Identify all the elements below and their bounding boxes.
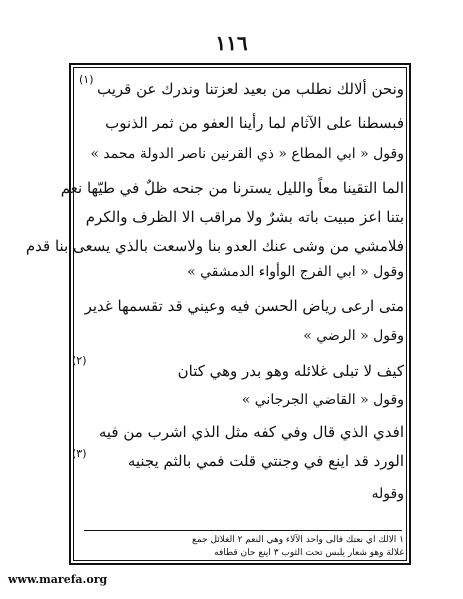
verse-line-2: فبسطنا على الآثام لما رأينا العفو من ثمر الذنوب — [105, 114, 404, 132]
verse-line-6: متى ارعى رياض الحسن فيه وعيني قد تقسمها غدير — [84, 297, 404, 315]
website-url[interactable]: www.marefa.org — [8, 573, 108, 586]
attribution-line-4: وقول « القاضي الجرجاني » — [241, 392, 404, 408]
footnote-marker-2: (٢) — [72, 354, 87, 367]
page-number: ١١٦ — [215, 31, 248, 55]
attribution-line-5: وقوله — [371, 486, 404, 502]
footnote-separator — [84, 530, 402, 531]
verse-line-7: كيف لا تبلى غلائله وهو بدر وهي كتان — [177, 362, 404, 380]
verse-line-5: فلامشي من وشى عنك العدو بنا ولاسعت بالذي يسعى بنا قدم — [25, 237, 404, 255]
attribution-line-1: وقول « ابي المطاع « ذي القرنين ناصر الدولة محمد » — [90, 146, 404, 162]
attribution-line-2: وقول « ابي الفرج الوأواء الدمشقي » — [187, 264, 404, 280]
footnote-marker-3: (٣) — [72, 447, 87, 460]
verse-line-9: الورد قد اينع في وجنتي قلت فمي بالثم يجنيه — [127, 452, 404, 470]
verse-line-3: الما التقينا معاً والليل يسترنا من جنحه ظلٌ في طيّها نعم — [60, 179, 404, 197]
footnote-line-1: ١ الالك اي نعتك فالى واحد الآلاء وهي النعم ٢ الغلائل جمع — [192, 535, 404, 545]
verse-line-8: افدي الذي قال وفي كفه مثل الذي اشرب من فيه — [98, 423, 404, 441]
attribution-line-3: وقول « الرضي » — [303, 328, 404, 344]
footnote-marker-1: (١) — [79, 73, 94, 86]
verse-line-4: بتنا اعز مبيت باته بشرٌ ولا مراقب الا الظرف والكرم — [85, 208, 404, 226]
verse-line-1: ونحن ألالك نطلب من بعيد لعزتنا وندرك عن قريب — [96, 80, 404, 98]
footnote-line-2: غلالة وهو شعار يلبس تحت الثوب ٣ اينع حان قطافه — [214, 548, 404, 558]
